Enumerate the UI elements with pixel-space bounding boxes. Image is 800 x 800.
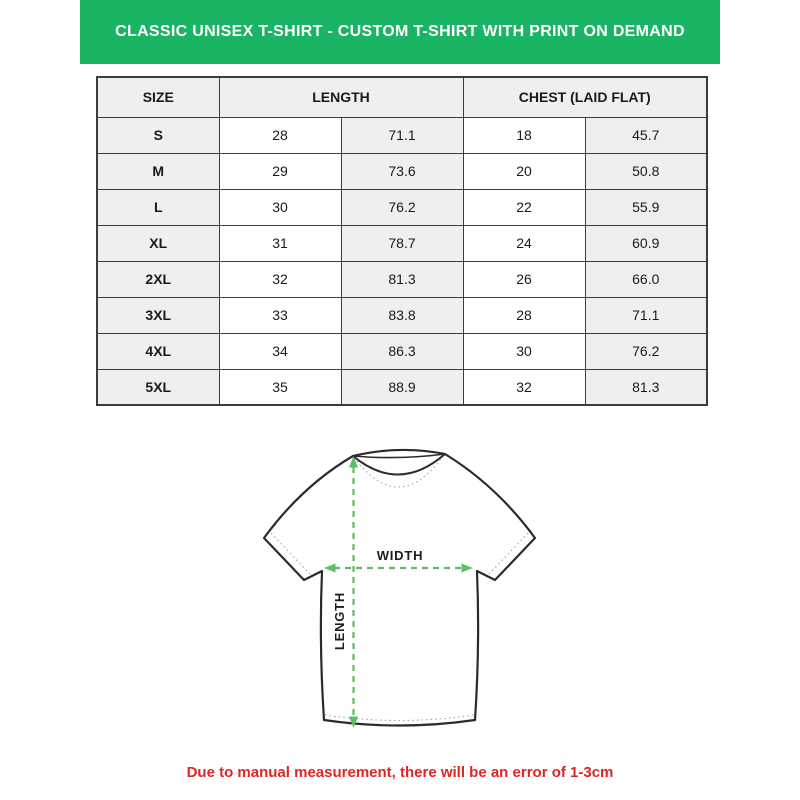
- measurement-error-note: Due to manual measurement, there will be an error of 1-3cm: [186, 764, 614, 781]
- size-row: [97, 225, 707, 261]
- chest-in-cell: 22: [463, 189, 585, 225]
- chest-cm-cell: 55.9: [585, 189, 707, 225]
- size-cell: 4XL: [97, 333, 219, 369]
- banner-title: CLASSIC UNISEX T-SHIRT - CUSTOM T-SHIRT WITH PRINT ON DEMAND: [115, 23, 685, 40]
- length-in-cell: 32: [219, 261, 341, 297]
- length-cm-cell: 71.1: [341, 117, 463, 153]
- size-cell: M: [97, 153, 219, 189]
- length-in-cell: 33: [219, 297, 341, 333]
- chest-cm-cell: 81.3: [585, 369, 707, 405]
- table-header-row: [97, 77, 707, 117]
- size-cell: XL: [97, 225, 219, 261]
- chest-in-cell: 32: [463, 369, 585, 405]
- chest-cm-cell: 71.1: [585, 297, 707, 333]
- chest-in-cell: 26: [463, 261, 585, 297]
- length-in-cell: 34: [219, 333, 341, 369]
- chest-in-cell: 18: [463, 117, 585, 153]
- tshirt-outline: [264, 450, 535, 726]
- length-cm-cell: 78.7: [341, 225, 463, 261]
- length-cm-cell: 86.3: [341, 333, 463, 369]
- size-row: [97, 369, 707, 405]
- chest-in-cell: 20: [463, 153, 585, 189]
- length-in-cell: 30: [219, 189, 341, 225]
- size-cell: 2XL: [97, 261, 219, 297]
- chest-cm-cell: 66.0: [585, 261, 707, 297]
- size-cell: L: [97, 189, 219, 225]
- chest-cm-cell: 76.2: [585, 333, 707, 369]
- header-length: LENGTH: [219, 77, 463, 117]
- length-in-cell: 31: [219, 225, 341, 261]
- size-chart-table: [96, 76, 708, 406]
- chest-cm-cell: 45.7: [585, 117, 707, 153]
- tshirt-measurement-diagram: [240, 430, 560, 750]
- length-label: LENGTH: [332, 591, 347, 651]
- size-row: [97, 189, 707, 225]
- size-row: [97, 297, 707, 333]
- header-chest: CHEST (LAID FLAT): [463, 77, 707, 117]
- length-in-cell: 28: [219, 117, 341, 153]
- width-label: WIDTH: [376, 548, 424, 563]
- length-cm-cell: 73.6: [341, 153, 463, 189]
- chest-in-cell: 30: [463, 333, 585, 369]
- length-cm-cell: 83.8: [341, 297, 463, 333]
- size-cell: 3XL: [97, 297, 219, 333]
- chest-in-cell: 28: [463, 297, 585, 333]
- banner: [80, 0, 720, 64]
- size-row: [97, 261, 707, 297]
- chest-in-cell: 24: [463, 225, 585, 261]
- length-in-cell: 35: [219, 369, 341, 405]
- length-cm-cell: 88.9: [341, 369, 463, 405]
- header-size: SIZE: [97, 77, 219, 117]
- length-cm-cell: 81.3: [341, 261, 463, 297]
- size-row: [97, 333, 707, 369]
- size-cell: S: [97, 117, 219, 153]
- chest-cm-cell: 60.9: [585, 225, 707, 261]
- size-row: [97, 117, 707, 153]
- length-in-cell: 29: [219, 153, 341, 189]
- size-cell: 5XL: [97, 369, 219, 405]
- tshirt-illustration: [240, 430, 560, 750]
- chest-cm-cell: 50.8: [585, 153, 707, 189]
- length-cm-cell: 76.2: [341, 189, 463, 225]
- size-chart: [96, 76, 708, 406]
- size-row: [97, 153, 707, 189]
